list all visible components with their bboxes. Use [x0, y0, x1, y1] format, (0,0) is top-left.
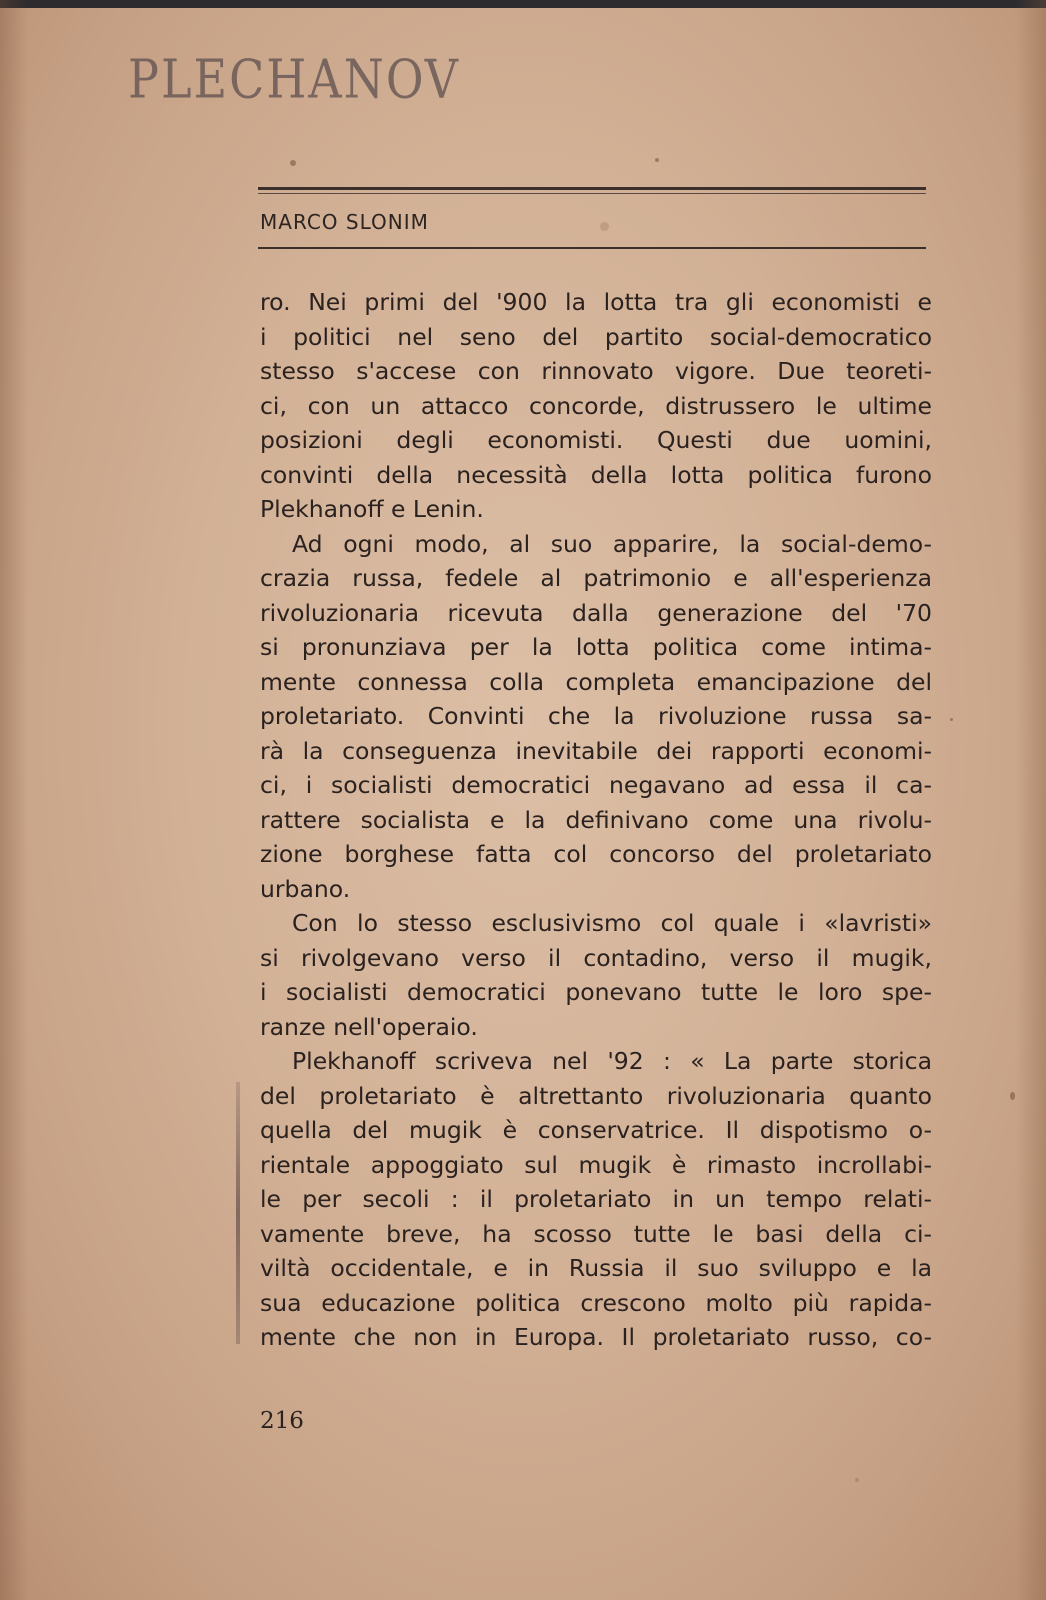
page-right-shadow	[1016, 0, 1046, 1600]
text-line: del proletariato è altrettanto rivoluzionaria quanto	[260, 1081, 932, 1110]
text-line: proletariato. Convinti che la rivoluzione russa sa-	[260, 702, 932, 730]
text-line: ranze nell'operaio.	[260, 1012, 478, 1041]
paper-speck	[1010, 1092, 1015, 1100]
text-line: ci, i socialisti democratici negavano ad essa il ca-	[260, 771, 932, 799]
page-left-shadow	[0, 0, 28, 1600]
text-line: mente che non in Europa. Il proletariato russo, co-	[260, 1323, 932, 1351]
header-rule-thin	[258, 193, 926, 194]
margin-pencil-mark	[236, 1082, 240, 1344]
text-line: Plekhanoff scriveva nel '92 : « La parte storica	[292, 1047, 932, 1075]
header-rule-bottom	[258, 247, 926, 249]
page-top-edge	[0, 0, 1046, 8]
text-line: crazia russa, fedele al patrimonio e all'esperienza	[260, 564, 932, 592]
text-line: ci, con un attacco concorde, distrussero le ultime	[260, 391, 932, 420]
text-line: posizioni degli economisti. Questi due uomini,	[260, 426, 932, 454]
paper-speck	[290, 160, 296, 166]
header-rule-thick	[258, 187, 926, 190]
text-line: sua educazione politica crescono molto più rapida-	[260, 1288, 932, 1317]
paper-speck	[950, 718, 953, 721]
text-line: le per secoli : il proletariato in un tempo relati-	[260, 1185, 932, 1213]
text-line: Ad ogni modo, al suo apparire, la social-demo-	[292, 529, 932, 558]
running-head: MARCO SLONIM	[260, 210, 429, 234]
text-line: convinti della necessità della lotta politica furono	[260, 460, 932, 489]
body-text	[260, 285, 932, 1355]
paper-speck	[600, 222, 609, 231]
text-line: urbano.	[260, 874, 351, 903]
handwritten-annotation: PLECHANOV	[128, 48, 460, 111]
text-line: zione borghese fatta col concorso del proletariato	[260, 840, 932, 868]
text-line: rà la conseguenza inevitabile dei rapporti economi-	[260, 736, 932, 765]
text-line: mente connessa colla completa emancipazione del	[260, 667, 932, 696]
text-line: si pronunziava per la lotta politica come intima-	[260, 633, 932, 661]
paper-speck	[855, 1478, 859, 1482]
text-line: viltà occidentale, e in Russia il suo sviluppo e la	[260, 1254, 932, 1282]
text-line: rivoluzionaria ricevuta dalla generazione del '70	[260, 598, 932, 627]
paper-speck	[655, 158, 659, 162]
page-number: 216	[260, 1408, 304, 1434]
text-line: Con lo stesso esclusivismo col quale i «lavristi»	[292, 909, 932, 937]
text-line: ro. Nei primi del '900 la lotta tra gli economisti e	[260, 288, 932, 316]
text-line: stesso s'accese con rinnovato vigore. Due teoreti-	[260, 357, 932, 385]
text-line: quella del mugik è conservatrice. Il dispotismo o-	[260, 1116, 932, 1144]
text-line: i socialisti democratici ponevano tutte le loro spe-	[260, 978, 932, 1006]
text-line: vamente breve, ha scosso tutte le basi della ci-	[260, 1219, 932, 1248]
text-line: i politici nel seno del partito social-democratico	[260, 322, 932, 351]
text-line: Plekhanoff e Lenin.	[260, 495, 484, 523]
text-line: rientale appoggiato sul mugik è rimasto incrollabi-	[260, 1150, 932, 1179]
text-line: si rivolgevano verso il contadino, verso il mugik,	[260, 943, 932, 972]
text-line: rattere socialista e la definivano come una rivolu-	[260, 805, 932, 834]
